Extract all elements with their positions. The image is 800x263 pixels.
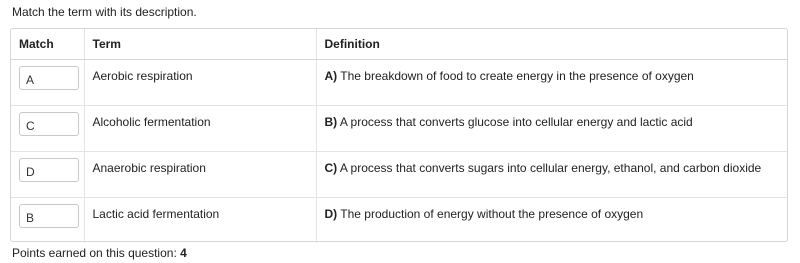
points-value: 4 — [180, 246, 187, 260]
definition-text: A process that converts sugars into cellular energy, ethanol, and carbon dioxide — [337, 160, 762, 175]
definition-column-header: Definition — [316, 29, 787, 59]
points-label: Points earned on this question: — [12, 246, 181, 260]
definition-letter: D) — [324, 206, 338, 221]
definition-text: A process that converts glucose into cellular energy and lactic acid — [337, 114, 693, 129]
match-input[interactable]: B — [19, 204, 79, 228]
match-cell — [11, 105, 84, 151]
table-row — [11, 59, 787, 105]
matching-table — [11, 29, 787, 243]
term-cell: Anaerobic respiration — [84, 151, 316, 197]
match-input[interactable]: D — [19, 158, 79, 182]
definition-letter: B) — [324, 114, 338, 129]
definition-cell — [316, 105, 787, 151]
match-cell — [11, 151, 84, 197]
table-row — [11, 151, 787, 197]
match-input[interactable]: A — [19, 66, 79, 90]
term-cell: Alcoholic fermentation — [84, 105, 316, 151]
match-input[interactable]: C — [19, 112, 79, 136]
definition-cell — [316, 59, 787, 105]
definition-text: The breakdown of food to create energy in the presence of oxygen — [337, 68, 694, 83]
match-column-header: Match — [11, 29, 84, 59]
term-column-header: Term — [84, 29, 316, 59]
points-earned — [12, 245, 187, 261]
match-cell — [11, 59, 84, 105]
matching-table-container — [10, 28, 788, 242]
table-header-row — [11, 29, 787, 59]
match-cell — [11, 197, 84, 243]
term-cell: Aerobic respiration — [84, 59, 316, 105]
definition-letter: C) — [324, 160, 338, 175]
table-row — [11, 105, 787, 151]
definition-letter: A) — [324, 68, 338, 83]
definition-cell — [316, 197, 787, 243]
table-row — [11, 197, 787, 243]
term-cell: Lactic acid fermentation — [84, 197, 316, 243]
instruction-text: Match the term with its description. — [12, 5, 197, 19]
definition-text: The production of energy without the presence of oxygen — [337, 206, 644, 221]
definition-cell — [316, 151, 787, 197]
